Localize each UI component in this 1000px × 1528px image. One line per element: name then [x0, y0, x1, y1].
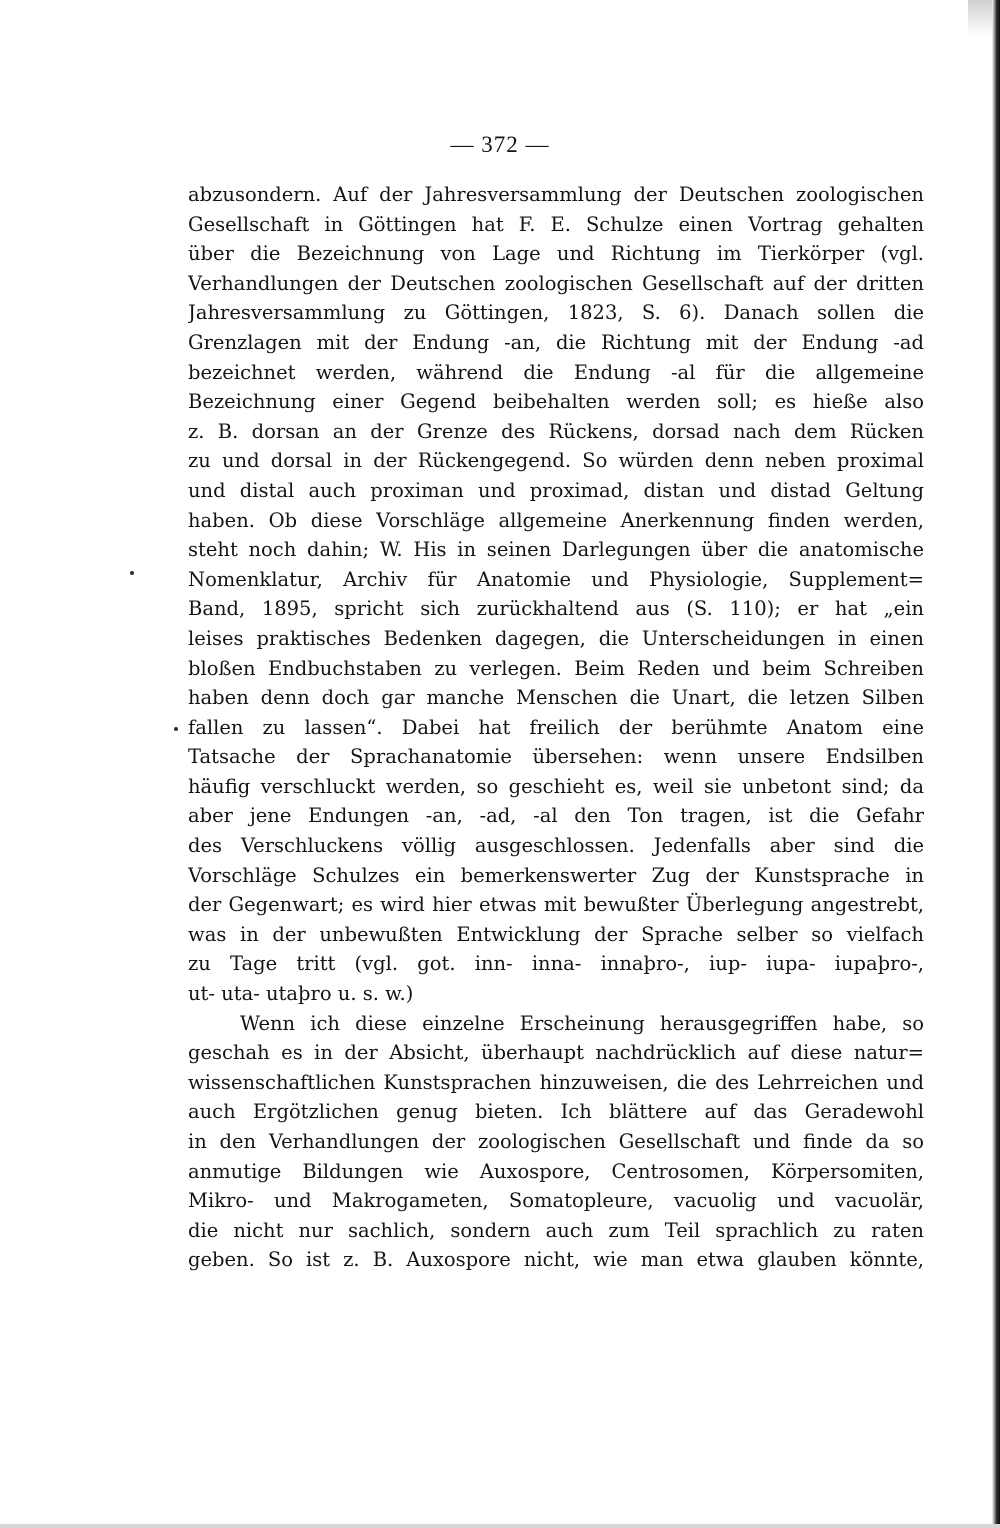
text-line: über die Bezeichnung von Lage und Richtung im Tierkörper (vgl. — [188, 242, 924, 266]
text-line: auch Ergötzlichen genug bieten. Ich blättere auf das Geradewohl — [188, 1100, 924, 1124]
text-line: zu Tage tritt (vgl. got. inn- inna- innaþro-, iup- iupa- iupaþro-, — [188, 952, 924, 976]
scan-shadow-top — [968, 0, 992, 36]
margin-speck — [130, 571, 134, 575]
text-line: Jahresversammlung zu Göttingen, 1823, S. 6). Danach sollen die — [188, 301, 924, 325]
text-line: aber jene Endungen -an, -ad, -al den Ton tragen, ist die Gefahr — [188, 804, 924, 828]
text-line: was in der unbewußten Entwicklung der Sprache selber so vielfach — [188, 922, 924, 946]
text-line: anmutige Bildungen wie Auxospore, Centrosomen, Körpersomiten, — [188, 1159, 924, 1183]
text-line: fallen zu lassen“. Dabei hat freilich der berühmte Anatom eine — [188, 715, 924, 739]
text-line: in den Verhandlungen der zoologischen Gesellschaft und finde da so — [188, 1130, 924, 1153]
text-line: haben denn doch gar manche Menschen die Unart, die letzen Silben — [188, 686, 924, 710]
text-line: bloßen Endbuchstaben zu verlegen. Beim Reden und beim Schreiben — [188, 656, 924, 680]
text-line: der Gegenwart; es wird hier etwas mit bewußter Überlegung angestrebt, — [188, 893, 924, 917]
text-line: steht noch dahin; W. His in seinen Darlegungen über die anatomische — [188, 538, 924, 562]
text-line: Nomenklatur, Archiv für Anatomie und Physiologie, Supplement= — [188, 567, 924, 591]
text-line: ut- uta- utaþro u. s. w.) — [188, 982, 414, 1006]
text-line: Band, 1895, spricht sich zurückhaltend aus (S. 110); er hat „ein — [188, 597, 924, 621]
text-line: geben. So ist z. B. Auxospore nicht, wie man etwa glauben könnte, — [188, 1248, 924, 1272]
text-line: Tatsache der Sprachanatomie übersehen: wenn unsere Endsilben — [188, 745, 924, 769]
text-line: des Verschluckens völlig ausgeschlossen. Jedenfalls aber sind die — [188, 834, 924, 858]
text-line: z. B. dorsan an der Grenze des Rückens, dorsad nach dem Rücken — [188, 419, 924, 443]
text-line: Verhandlungen der Deutschen zoologischen Gesellschaft auf der dritten — [188, 271, 924, 295]
text-line: leises praktisches Bedenken dagegen, die Unterscheidungen in einen — [188, 626, 924, 650]
scan-edge-right — [992, 0, 1000, 1528]
paragraph-2 — [188, 1009, 924, 1275]
text-line: abzusondern. Auf der Jahresversammlung der Deutschen zoologischen — [188, 183, 924, 206]
text-line: Mikro- und Makrogameten, Somatopleure, vacuolig und vacuolär, — [188, 1189, 924, 1213]
text-line: häufig verschluckt werden, so geschieht es, weil sie unbetont sind; da — [188, 774, 924, 798]
page-body — [188, 180, 924, 1275]
text-line: Bezeichnung einer Gegend beibehalten werden soll; es hieße also — [188, 390, 924, 414]
text-line: Vorschläge Schulzes ein bemerkenswerter Zug der Kunstsprache in — [188, 863, 924, 887]
margin-speck — [174, 727, 178, 731]
page-number: — 372 — — [450, 132, 550, 157]
text-line: die nicht nur sachlich, sondern auch zum Teil sprachlich zu raten — [188, 1218, 924, 1242]
text-line: und distal auch proximan und proximad, distan und distad Geltung — [188, 478, 924, 502]
scan-edge-bottom — [0, 1524, 1000, 1528]
text-line: bezeichnet werden, während die Endung -al für die allgemeine — [188, 360, 924, 384]
text-line: wissenschaftlichen Kunstsprachen hinzuweisen, die des Lehrreichen und — [188, 1070, 924, 1094]
text-line: geschah es in der Absicht, überhaupt nachdrücklich auf diese natur= — [188, 1041, 924, 1065]
text-line: haben. Ob diese Vorschläge allgemeine Anerkennung finden werden, — [188, 508, 924, 532]
paragraph-1 — [188, 180, 924, 1009]
text-line: Gesellschaft in Göttingen hat F. E. Schulze einen Vortrag gehalten — [188, 212, 924, 236]
text-line: zu und dorsal in der Rückengegend. So würden denn neben proximal — [188, 449, 924, 473]
text-line: Grenzlagen mit der Endung -an, die Richtung mit der Endung -ad — [188, 330, 924, 354]
text-line: Wenn ich diese einzelne Erscheinung herausgegriffen habe, so — [240, 1011, 924, 1035]
